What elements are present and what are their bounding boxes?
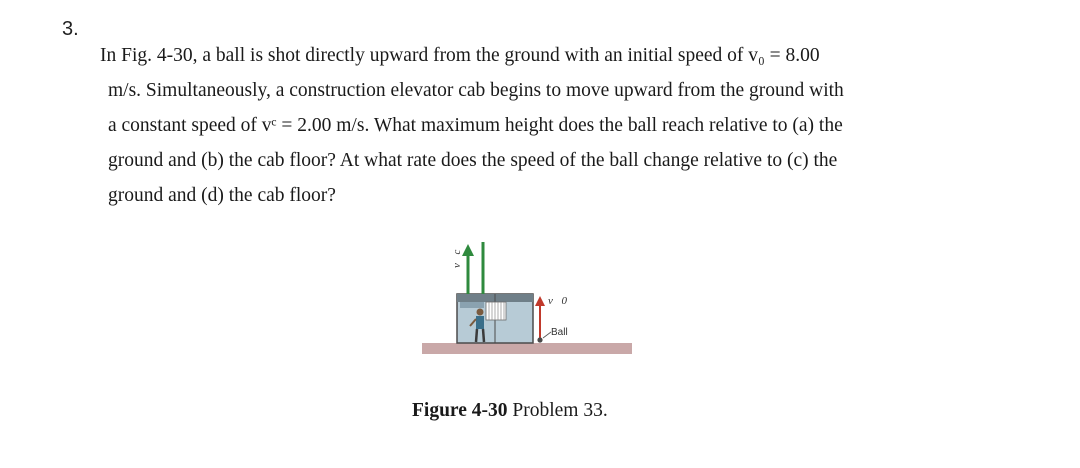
problem-line-3: a constant speed of vᶜ = 2.00 m/s. What maximum height does the ball reach relative to (a) the [108,115,843,136]
ball-velocity-arrow [535,296,545,343]
problem-line-4: ground and (b) the cab floor? At what rate does the speed of the ball change relative to (c) the [108,150,838,171]
problem-line-1: In Fig. 4-30, a ball is shot directly upward from the ground with an initial speed of v₀ = 8.00 [100,45,820,66]
ball-label: Ball [551,327,568,338]
figure-elevator-ball [420,236,636,362]
cab-velocity-arrow [462,242,483,294]
ground-slab [422,343,632,354]
ball-leader-line [543,332,551,338]
problem-line-2: m/s. Simultaneously, a construction elevator cab begins to move upward from the ground with [108,80,844,101]
problem-line-5: ground and (d) the cab floor? [108,185,336,206]
figure-caption [412,400,608,422]
vc-label: v⃗c [451,249,463,268]
figure-illustration [420,236,636,362]
figure-caption-text: Problem 33. [507,400,608,421]
v0-label: v⃗0 [548,295,567,307]
figure-caption-number: Figure 4-30 [412,400,508,421]
elevator-cab [457,294,533,343]
question-number: 3. [62,18,79,40]
